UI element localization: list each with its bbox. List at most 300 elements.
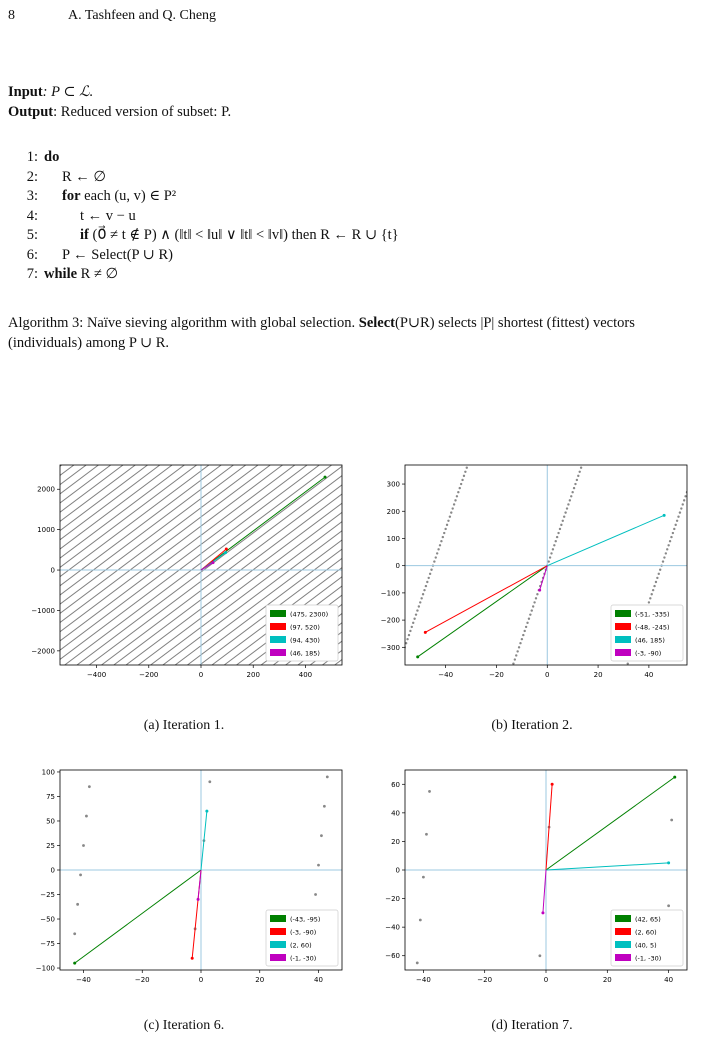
lattice-point: [456, 495, 458, 497]
x-tick-label: −400: [86, 671, 107, 679]
y-tick-label: −40: [385, 923, 400, 932]
page-header: [8, 8, 216, 24]
y-tick-label: 100: [41, 768, 55, 777]
lattice-point: [652, 589, 654, 591]
vector-line: [546, 863, 669, 870]
lattice-point: [538, 954, 541, 957]
x-tick-label: 0: [545, 671, 550, 679]
lattice-point: [439, 544, 441, 546]
x-tick-label: 20: [255, 976, 265, 984]
lattice-point: [656, 577, 658, 579]
lattice-point: [512, 662, 514, 664]
output-text: : Reduced version of subset: P.: [53, 104, 232, 120]
algo-line: [10, 265, 399, 285]
legend-swatch: [615, 928, 631, 935]
lattice-point: [428, 577, 430, 579]
lattice-point: [464, 471, 466, 473]
legend-label: (-1, -30): [635, 954, 662, 963]
lattice-point: [557, 532, 559, 534]
legend-label: (94, 430): [290, 636, 320, 645]
y-tick-label: 0: [395, 866, 400, 875]
x-tick-label: 400: [298, 671, 313, 679]
y-tick-label: 60: [391, 780, 400, 789]
x-tick-label: −40: [76, 976, 91, 984]
legend-label: (-51, -335): [635, 610, 670, 619]
legend-label: (46, 185): [290, 649, 320, 658]
lattice-point: [667, 544, 669, 546]
algo-line: [10, 246, 399, 266]
lattice-point: [88, 785, 91, 788]
lattice-point: [532, 605, 534, 607]
lattice-point: [416, 609, 418, 611]
chart-iteration-6: [10, 760, 350, 1000]
legend-swatch: [270, 915, 286, 922]
vector-tip: [191, 957, 194, 960]
algo-line-text: if (0⃗ ≠ t ∉ P) ∧ (‖t‖ < ‖u‖ ∨ ‖t‖ < ‖v‖) then R ← R ∪ {t}: [80, 227, 399, 243]
y-tick-label: 100: [386, 534, 400, 543]
algo-line-text: do: [44, 149, 60, 165]
lattice-point: [447, 520, 449, 522]
y-tick-label: −75: [40, 940, 55, 949]
lattice-point: [525, 626, 527, 628]
input-line: [8, 84, 93, 101]
lattice-point: [576, 479, 578, 481]
y-tick-label: −1000: [31, 606, 55, 615]
lattice-point: [422, 593, 424, 595]
lattice-point: [580, 467, 582, 469]
lattice-point: [437, 548, 439, 550]
algo-line-text: for each (u, v) ∈ P²: [62, 188, 177, 204]
lattice-line: [10, 465, 13, 665]
subcaption-c: (c) Iteration 6.: [143, 1018, 225, 1033]
lattice-point: [574, 483, 576, 485]
lattice-line: [10, 465, 49, 665]
algo-line-text: P ← Select(P ∪ R): [62, 246, 173, 263]
lattice-line: [10, 465, 258, 665]
legend-swatch: [615, 954, 631, 961]
lattice-point: [82, 844, 85, 847]
lattice-point: [440, 540, 442, 542]
subcaption-d: (d) Iteration 7.: [491, 1018, 573, 1033]
y-tick-label: −20: [385, 895, 400, 904]
x-tick-label: −40: [416, 976, 431, 984]
lattice-point: [549, 556, 551, 558]
legend-swatch: [270, 954, 286, 961]
lattice-point: [73, 932, 76, 935]
y-tick-label: −100: [35, 964, 55, 973]
vector-tip: [225, 548, 228, 551]
lattice-point: [85, 815, 88, 818]
lattice-point: [667, 904, 670, 907]
lattice-point: [398, 662, 400, 664]
vector-tip: [551, 783, 554, 786]
lattice-point: [659, 569, 661, 571]
lattice-point: [79, 874, 82, 877]
legend-swatch: [270, 623, 286, 630]
x-tick-label: 40: [664, 976, 674, 984]
x-tick-label: 40: [314, 976, 323, 984]
lattice-point: [693, 471, 695, 473]
vector-tip: [541, 911, 544, 914]
x-tick-label: 0: [198, 976, 204, 984]
lattice-point: [524, 630, 526, 632]
lattice-point: [446, 524, 448, 526]
lattice-point: [658, 573, 660, 575]
lattice-point: [420, 597, 422, 599]
legend-label: (46, 185): [635, 636, 665, 645]
x-tick-label: −20: [477, 976, 493, 984]
algo-line-number: 7:: [26, 266, 38, 282]
lattice-point: [454, 499, 456, 501]
lattice-point: [535, 597, 537, 599]
x-tick-label: 20: [593, 671, 603, 679]
lattice-point: [679, 511, 681, 513]
legend-label: (-1, -30): [290, 954, 317, 963]
lattice-point: [649, 597, 651, 599]
lattice-point: [552, 548, 554, 550]
vector-tip: [197, 898, 200, 901]
vector-tip: [416, 655, 419, 658]
algo-line-number: 2:: [26, 168, 38, 185]
algorithm-caption: [8, 313, 698, 353]
lattice-point: [567, 503, 569, 505]
lattice-point: [429, 573, 431, 575]
vector-line: [201, 477, 325, 570]
vector-tip: [73, 962, 76, 965]
lattice-point: [419, 919, 422, 922]
lattice-point: [423, 589, 425, 591]
algo-line-number: 4:: [26, 207, 38, 224]
vector-tip: [212, 561, 215, 564]
lattice-point: [669, 540, 671, 542]
lattice-line: [28, 465, 295, 665]
lattice-point: [425, 585, 427, 587]
lattice-point: [676, 520, 678, 522]
legend-label: (2, 60): [635, 928, 657, 937]
legend-swatch: [615, 623, 631, 630]
lattice-line: [10, 465, 25, 665]
lattice-point: [673, 528, 675, 530]
vector-tip: [673, 776, 676, 779]
lattice-point: [443, 532, 445, 534]
lattice-point: [418, 605, 420, 607]
lattice-line: [10, 465, 184, 665]
lattice-point: [323, 805, 326, 808]
lattice-point: [670, 819, 673, 822]
lattice-point: [577, 475, 579, 477]
lattice-point: [416, 961, 419, 964]
legend-swatch: [270, 636, 286, 643]
subcaption-b: (b) Iteration 2.: [491, 718, 573, 733]
y-tick-label: −2000: [31, 647, 55, 656]
lattice-line: [10, 465, 123, 665]
legend-label: (-43, -95): [290, 915, 321, 924]
lattice-point: [663, 556, 665, 558]
legend-label: (97, 520): [290, 623, 320, 632]
vector-tip: [538, 589, 541, 592]
lattice-point: [690, 479, 692, 481]
lattice-line: [16, 465, 283, 665]
output-line: [8, 104, 231, 121]
algo-line-number: 1:: [26, 149, 38, 165]
x-tick-label: 40: [644, 671, 654, 679]
lattice-point: [415, 613, 417, 615]
lattice-point: [563, 516, 565, 518]
y-tick-label: −200: [380, 616, 400, 625]
lattice-point: [529, 613, 531, 615]
lattice-point: [402, 650, 404, 652]
lattice-point: [320, 834, 323, 837]
lattice-point: [425, 833, 428, 836]
vector-line: [546, 784, 552, 870]
lattice-point: [556, 536, 558, 538]
algorithm-listing: [10, 148, 399, 285]
lattice-point: [674, 524, 676, 526]
lattice-line: [10, 465, 148, 665]
algo-line-text: while R ≠ ∅: [44, 266, 119, 282]
lattice-point: [466, 467, 468, 469]
x-tick-label: 0: [543, 976, 549, 984]
lattice-point: [666, 548, 668, 550]
output-label: Output: [8, 104, 54, 120]
legend-label: (2, 60): [290, 941, 312, 950]
lattice-point: [573, 487, 575, 489]
legend-swatch: [615, 941, 631, 948]
lattice-point: [426, 581, 428, 583]
lattice-line: [10, 465, 270, 665]
algo-line: [10, 187, 399, 207]
lattice-point: [459, 487, 461, 489]
vector-tip: [224, 551, 227, 554]
lattice-point: [451, 507, 453, 509]
y-tick-label: 25: [46, 841, 55, 850]
lattice-point: [564, 511, 566, 513]
chart-iteration-7: [355, 760, 695, 1000]
legend-label: (-48, -245): [635, 623, 670, 632]
lattice-point: [453, 503, 455, 505]
lattice-point: [651, 593, 653, 595]
lattice-line: [10, 465, 221, 665]
lattice-point: [457, 491, 459, 493]
vector-tip: [205, 810, 208, 813]
lattice-point: [653, 585, 655, 587]
lattice-point: [665, 552, 667, 554]
running-authors: A. Tashfeen and Q. Cheng: [68, 8, 217, 23]
lattice-point: [684, 495, 686, 497]
lattice-point: [521, 638, 523, 640]
lattice-line: [10, 465, 62, 665]
legend-label: (475, 2300): [290, 610, 329, 619]
y-tick-label: 50: [46, 817, 55, 826]
lattice-point: [560, 524, 562, 526]
vector-line: [418, 566, 548, 657]
legend-swatch: [270, 610, 286, 617]
y-tick-label: 0: [50, 566, 55, 575]
vector-line: [547, 515, 664, 565]
lattice-line: [347, 465, 350, 665]
lattice-point: [514, 658, 516, 660]
legend-swatch: [270, 941, 286, 948]
caption-select: Select: [358, 315, 395, 331]
lattice-line: [10, 465, 233, 665]
lattice-point: [314, 893, 317, 896]
lattice-point: [648, 601, 650, 603]
y-tick-label: 0: [50, 866, 55, 875]
y-tick-label: 200: [386, 507, 400, 516]
vector-line: [201, 811, 207, 870]
x-tick-label: −20: [134, 976, 150, 984]
page-number: 8: [8, 8, 15, 23]
lattice-point: [408, 634, 410, 636]
x-tick-label: 0: [198, 671, 204, 679]
algo-line-text: t ← v − u: [80, 207, 136, 224]
y-tick-label: 0: [395, 562, 400, 571]
lattice-point: [672, 532, 674, 534]
vector-line: [425, 566, 547, 633]
lattice-point: [683, 499, 685, 501]
lattice-line: [10, 465, 74, 665]
lattice-point: [428, 790, 431, 793]
lattice-point: [436, 552, 438, 554]
lattice-point: [570, 495, 572, 497]
lattice-point: [450, 511, 452, 513]
lattice-point: [444, 528, 446, 530]
algo-line-text: R ← ∅: [62, 168, 107, 185]
lattice-point: [680, 507, 682, 509]
algo-line: [10, 207, 399, 227]
algo-line: [10, 148, 399, 168]
lattice-point: [515, 654, 517, 656]
vector-tip: [424, 631, 427, 634]
lattice-point: [406, 638, 408, 640]
x-tick-label: −200: [139, 671, 159, 679]
lattice-line: [10, 465, 98, 665]
lattice-point: [413, 618, 415, 620]
lattice-point: [528, 618, 530, 620]
y-tick-label: −60: [385, 952, 400, 961]
lattice-point: [691, 475, 693, 477]
y-tick-label: 40: [391, 809, 400, 818]
legend-swatch: [615, 649, 631, 656]
subcaption-a: (a) Iteration 1.: [143, 718, 225, 733]
lattice-point: [317, 864, 320, 867]
chart-iteration-1: [10, 455, 350, 695]
input-text: : P ⊂ ℒ.: [42, 84, 94, 100]
vector-line: [75, 870, 201, 963]
lattice-point: [536, 593, 538, 595]
lattice-point: [579, 471, 581, 473]
lattice-point: [533, 601, 535, 603]
lattice-point: [559, 528, 561, 530]
lattice-point: [677, 516, 679, 518]
legend-label: (-3, -90): [635, 649, 662, 658]
vector-line: [546, 777, 675, 870]
lattice-line: [10, 465, 172, 665]
x-tick-label: −20: [489, 671, 504, 679]
vector-tip: [324, 476, 327, 479]
lattice-point: [526, 622, 528, 624]
lattice-point: [550, 552, 552, 554]
caption-prefix: Algorithm 3: Naïve sieving algorithm with global selection.: [8, 315, 359, 331]
lattice-point: [435, 556, 437, 558]
x-tick-label: 20: [602, 976, 612, 984]
y-tick-label: 1000: [37, 526, 55, 535]
lattice-point: [518, 646, 520, 648]
lattice-point: [460, 483, 462, 485]
lattice-point: [682, 503, 684, 505]
lattice-point: [442, 536, 444, 538]
x-tick-label: −40: [438, 671, 454, 679]
lattice-point: [430, 569, 432, 571]
lattice-line: [10, 465, 37, 665]
legend-swatch: [615, 915, 631, 922]
legend-swatch: [270, 928, 286, 935]
lattice-point: [687, 487, 689, 489]
lattice-point: [555, 540, 557, 542]
y-tick-label: −50: [40, 915, 55, 924]
lattice-point: [411, 626, 413, 628]
lattice-point: [463, 475, 465, 477]
lattice-point: [547, 560, 549, 562]
lattice-point: [571, 491, 573, 493]
vector-tip: [667, 861, 670, 864]
vector-tip: [663, 514, 666, 517]
lattice-point: [566, 507, 568, 509]
lattice-point: [433, 560, 435, 562]
input-label: Input: [8, 84, 43, 100]
lattice-point: [422, 876, 425, 879]
algo-line: [10, 168, 399, 188]
legend-swatch: [615, 610, 631, 617]
x-tick-label: 200: [246, 671, 260, 679]
lattice-point: [627, 662, 629, 664]
y-tick-label: 75: [46, 792, 55, 801]
y-tick-label: −100: [380, 589, 400, 598]
lattice-point: [662, 560, 664, 562]
legend-swatch: [270, 649, 286, 656]
caption-rest: (P∪R) selects |P| shortest (fittest) vectors (individuals) among P ∪ R.: [8, 315, 635, 351]
algo-line: [10, 226, 399, 246]
lattice-point: [419, 601, 421, 603]
y-tick-label: −300: [380, 643, 400, 652]
lattice-point: [655, 581, 657, 583]
lattice-point: [449, 516, 451, 518]
lattice-point: [76, 903, 79, 906]
lattice-point: [399, 658, 401, 660]
lattice-point: [522, 634, 524, 636]
lattice-point: [409, 630, 411, 632]
lattice-point: [689, 483, 691, 485]
lattice-point: [326, 775, 329, 778]
chart-iteration-2: [355, 455, 695, 695]
lattice-point: [401, 654, 403, 656]
lattice-point: [208, 780, 211, 783]
lattice-point: [461, 479, 463, 481]
vector-line: [201, 563, 213, 570]
lattice-point: [569, 499, 571, 501]
lattice-point: [562, 520, 564, 522]
legend-label: (-3, -90): [290, 928, 317, 937]
legend-label: (42, 65): [635, 915, 661, 924]
algo-line-number: 5:: [26, 227, 38, 243]
lattice-point: [553, 544, 555, 546]
legend-swatch: [615, 636, 631, 643]
lattice-point: [412, 622, 414, 624]
y-tick-label: 2000: [37, 485, 55, 494]
y-tick-label: 300: [386, 480, 400, 489]
lattice-point: [516, 650, 518, 652]
lattice-point: [519, 642, 521, 644]
